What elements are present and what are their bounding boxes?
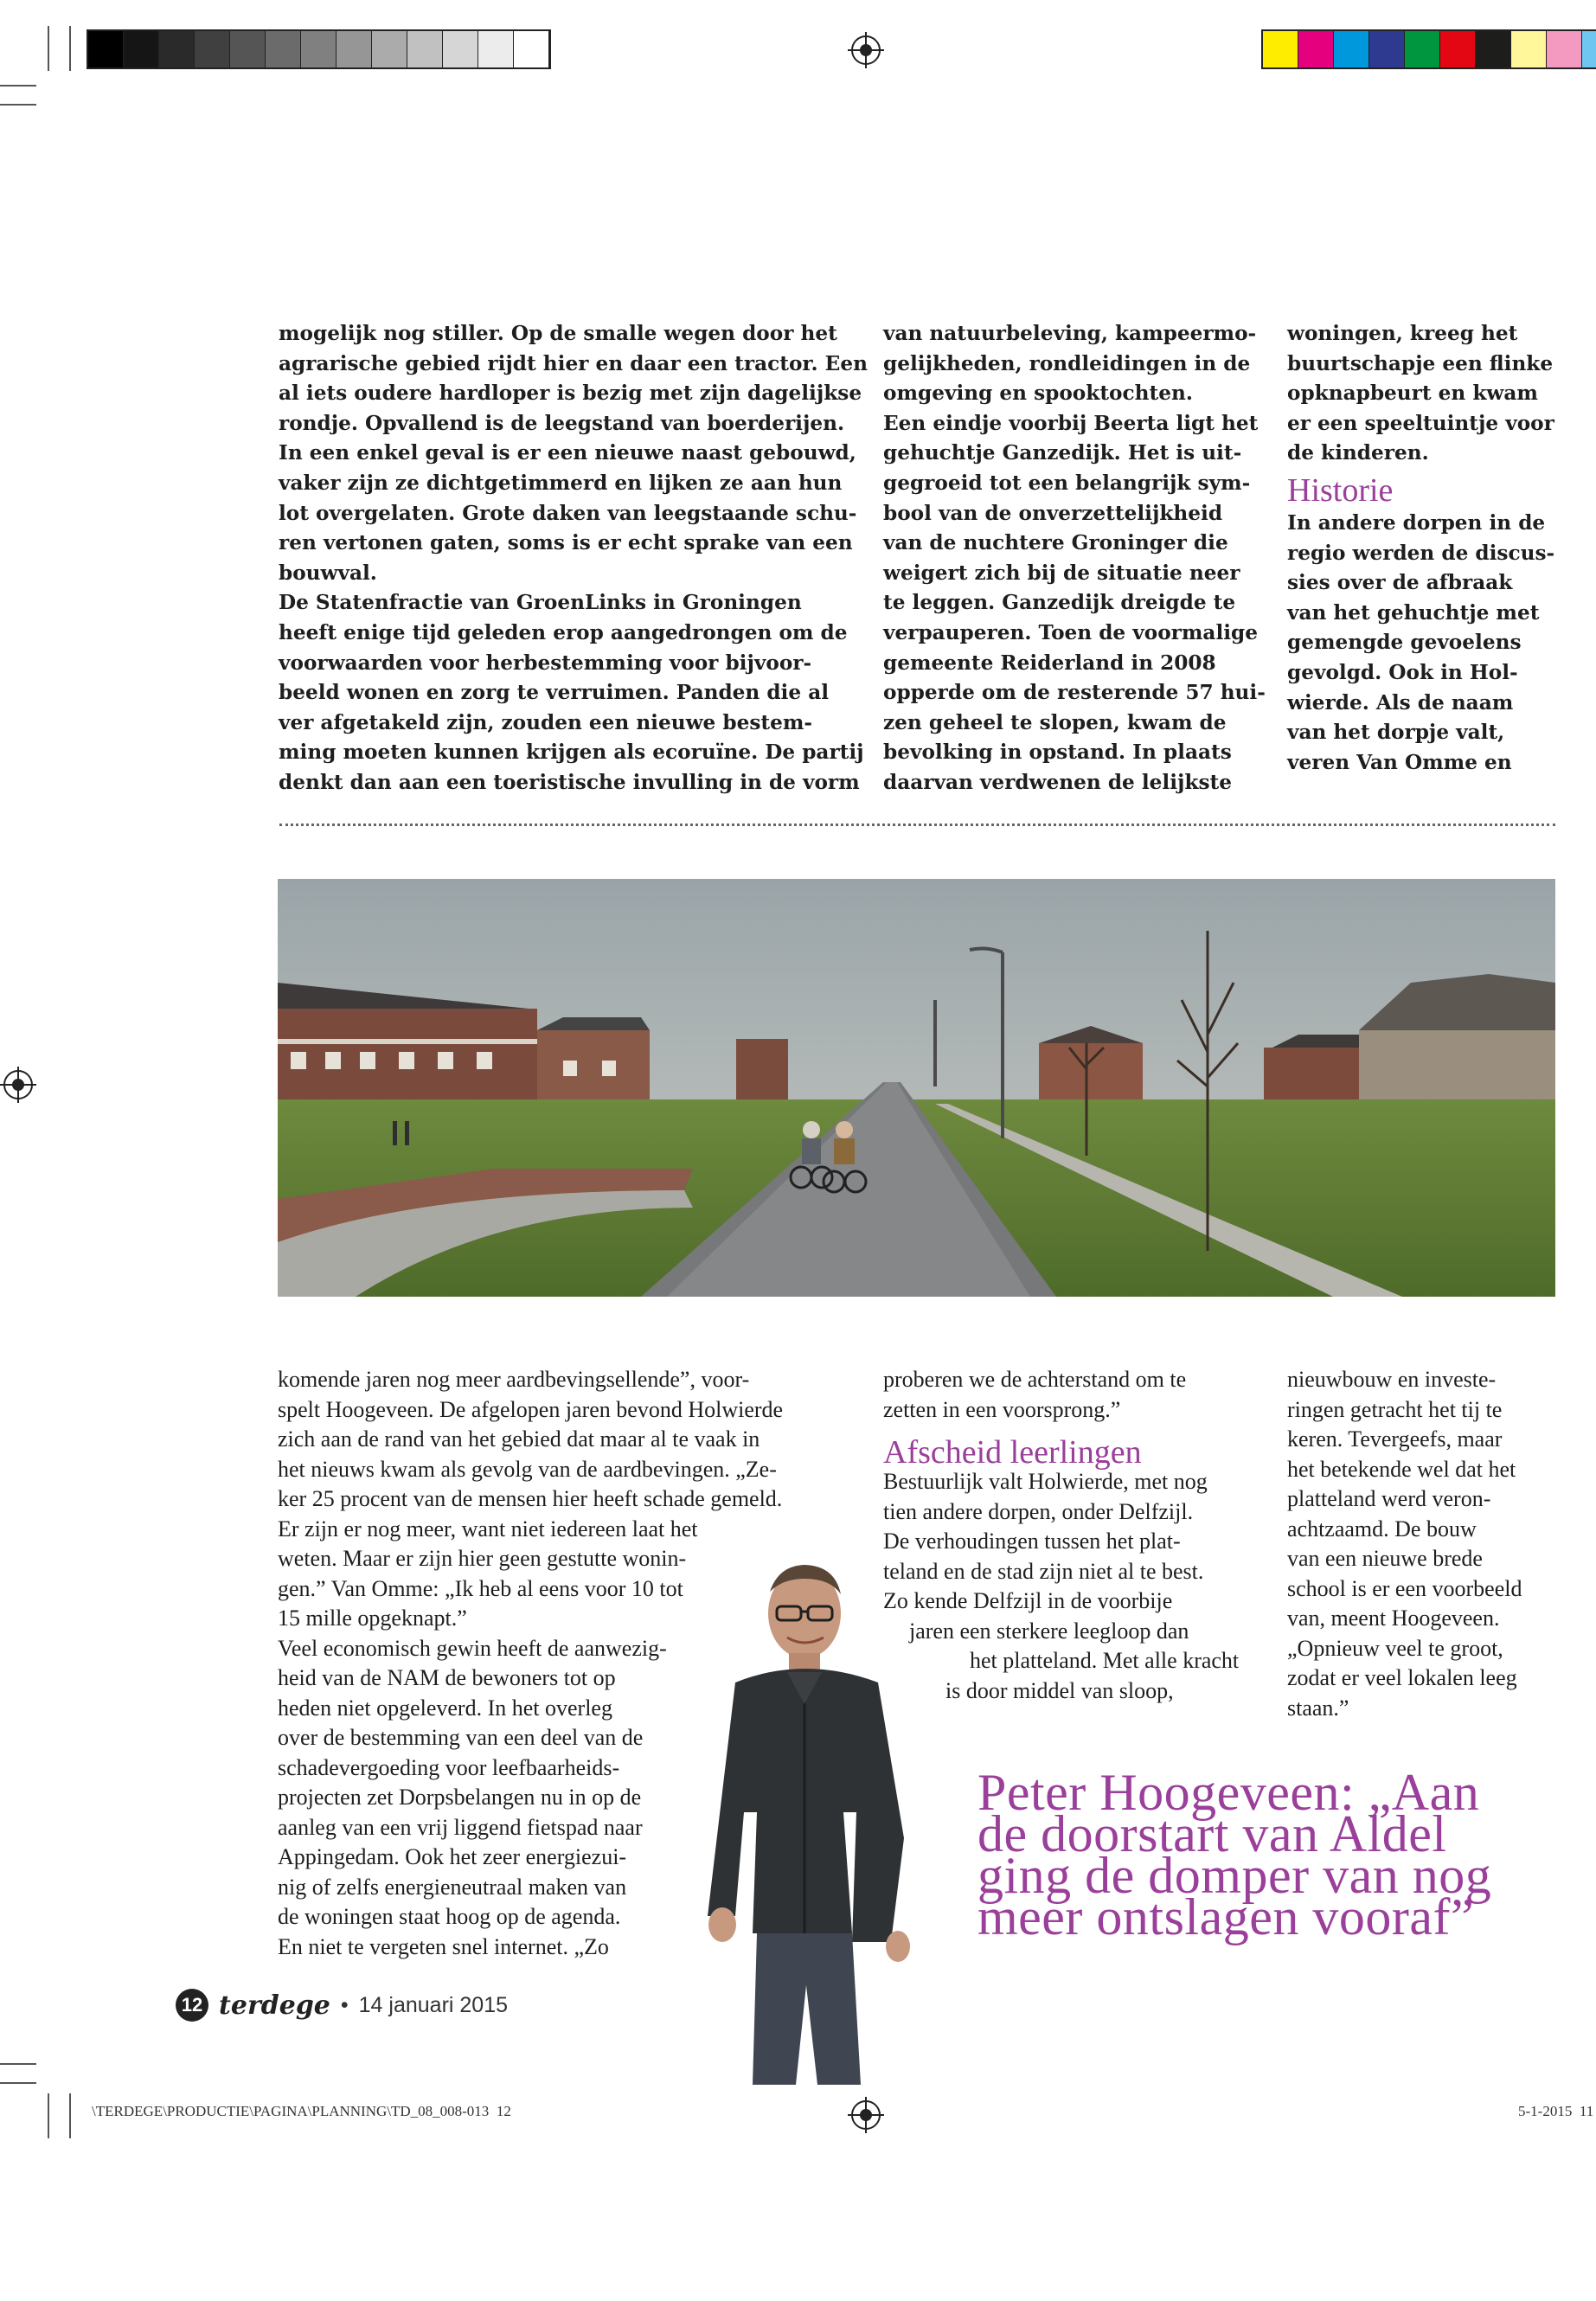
text-line: bouwval. <box>279 561 377 585</box>
text-line: komende jaren nog meer aardbevingsellende”, voor- <box>278 1367 750 1392</box>
color-swatch <box>159 31 195 67</box>
text-line: rondje. Opvallend is de leegstand van boerderijen. <box>279 411 845 435</box>
pull-quote-line: de doorstart van Aldel <box>977 1805 1447 1862</box>
article-column-1 <box>279 319 868 798</box>
text-line: zen geheel te slopen, kwam de <box>883 710 1227 734</box>
crop-mark <box>0 2082 36 2084</box>
text-line: ker 25 procent van de mensen hier heeft schade gemeld. <box>278 1486 783 1511</box>
slug-timestamp: 5-1-2015 11 <box>1518 2103 1594 2119</box>
text-line: De Statenfractie van GroenLinks in Groningen <box>279 591 802 615</box>
crop-mark <box>48 26 49 71</box>
text-line: jaren een sterkere leegloop dan <box>909 1618 1189 1644</box>
text-line: gelijkheden, rondleidingen in de <box>883 351 1251 375</box>
text-line: ringen getracht het tij te <box>1287 1396 1503 1422</box>
text-line: gen.” Van Omme: „Ik heb al eens voor 10 tot <box>278 1575 683 1601</box>
street-photo <box>278 879 1555 1297</box>
color-swatch <box>1511 31 1547 67</box>
color-swatch <box>195 31 230 67</box>
color-swatch <box>1298 31 1334 67</box>
text-line: zodat er veel lokalen leeg <box>1287 1665 1517 1690</box>
text-line: sies over de afbraak <box>1287 571 1513 595</box>
text-line: Bestuurlijk valt Holwierde, met nog <box>883 1469 1208 1494</box>
text-line: zetten in een voorsprong.” <box>883 1396 1121 1422</box>
text-line: gemeente Reiderland in 2008 <box>883 651 1216 675</box>
text-line: De verhoudingen tussen het plat- <box>883 1529 1181 1554</box>
pull-quote-line: ging de domper van nog <box>977 1847 1492 1904</box>
color-swatch <box>1476 31 1511 67</box>
color-swatch <box>1582 31 1596 67</box>
text-line: veren Van Omme en <box>1287 750 1512 774</box>
registration-mark <box>851 35 881 65</box>
text-line: aanleg van een vrij liggend fietspad naar <box>278 1814 643 1840</box>
crop-mark <box>0 2063 36 2065</box>
text-line: tien andere dorpen, onder Delfzijl. <box>883 1498 1194 1524</box>
text-line: verpauperen. Toen de voormalige <box>883 620 1259 644</box>
text-line: heeft enige tijd geleden erop aangedrongen om de <box>279 620 848 644</box>
text-line: Veel economisch gewin heeft de aanwezig- <box>278 1635 667 1661</box>
color-swatch <box>230 31 266 67</box>
text-line: van de nuchtere Groninger die <box>883 531 1228 555</box>
text-line: heid van de NAM de bewoners tot op <box>278 1665 616 1690</box>
text-line: proberen we de achterstand om te <box>883 1367 1187 1392</box>
text-line: gehuchtje Ganzedijk. Het is uit- <box>883 441 1242 465</box>
text-line: agrarische gebied rijdt hier en daar een tractor. Een <box>279 351 868 375</box>
slug-path: \TERDEGE\PRODUCTIE\PAGINA\PLANNING\TD_08_008-013 12 <box>92 2103 511 2119</box>
dotted-divider <box>279 824 1555 826</box>
text-line: het betekende wel dat het <box>1287 1456 1516 1482</box>
text-line: van natuurbeleving, kampeermo- <box>883 322 1257 345</box>
color-swatch <box>1263 31 1298 67</box>
grayscale-color-bar <box>87 29 551 69</box>
text-line: lot overgelaten. Grote daken van leegstaande schu- <box>279 501 857 525</box>
text-line: weigert zich bij de situatie neer <box>883 561 1240 585</box>
text-line: is door middel van sloop, <box>945 1677 1174 1703</box>
color-swatch <box>337 31 372 67</box>
pull-quote-line: meer ontslagen vooraf” <box>977 1888 1475 1945</box>
text-line: In andere dorpen in de <box>1287 510 1546 535</box>
text-line: de kinderen. <box>1287 441 1429 465</box>
text-line: ver afgetakeld zijn, zouden een nieuwe bestem- <box>279 710 813 734</box>
text-line: voorwaarden voor herbestemming voor bijvoor- <box>279 651 812 675</box>
footer-bullet: • <box>340 1992 349 2017</box>
color-swatch <box>1405 31 1440 67</box>
article-column-6 <box>1287 1365 1522 1723</box>
text-line: vaker zijn ze dichtgetimmerd en lijken ze aan hun <box>279 471 843 495</box>
color-swatch <box>1547 31 1582 67</box>
text-line: opknapbeurt en kwam <box>1287 381 1538 406</box>
page-footer <box>176 1988 508 2022</box>
text-line: er een speeltuintje voor <box>1287 411 1554 435</box>
text-line: het nieuws kwam als gevolg van de aardbevingen. „Ze- <box>278 1456 777 1482</box>
text-line: nig of zelfs energieneutraal maken van <box>278 1874 627 1900</box>
crop-mark <box>69 26 71 71</box>
text-line: weten. Maar er zijn hier geen gestutte wonin- <box>278 1546 687 1571</box>
text-line: gegroeid tot een belangrijk sym- <box>883 471 1251 495</box>
text-line: opperde om de resterende 57 hui- <box>883 681 1266 705</box>
text-line: denkt dan aan een toeristische invulling in de vorm <box>279 770 860 794</box>
registration-mark <box>3 1070 33 1099</box>
color-swatch <box>407 31 443 67</box>
text-line: schadevergoeding voor leefbaarheids- <box>278 1754 620 1780</box>
text-line: het platteland. Met alle kracht <box>970 1648 1240 1673</box>
color-swatch <box>1440 31 1476 67</box>
text-line: keren. Tevergeefs, maar <box>1287 1426 1503 1452</box>
text-line: gemengde gevoelens <box>1287 631 1522 655</box>
text-line: over de bestemming van een deel van de <box>278 1725 644 1750</box>
page-number: 12 <box>176 1989 208 2022</box>
article-column-3 <box>1287 319 1554 778</box>
text-line: omgeving en spooktochten. <box>883 381 1193 406</box>
crop-mark <box>69 2093 71 2138</box>
text-line: Zo kende Delfzijl in de voorbije <box>883 1588 1173 1613</box>
color-swatch <box>372 31 407 67</box>
text-line: Appingedam. Ook het zeer energiezui- <box>278 1844 627 1869</box>
issue-date: 14 januari 2015 <box>358 1992 509 2017</box>
text-line: En niet te vergeten snel internet. „Zo <box>278 1933 609 1959</box>
text-line: In een enkel geval is er een nieuwe naast gebouwd, <box>279 441 856 465</box>
text-line: „Opnieuw veel te groot, <box>1287 1635 1503 1661</box>
text-line: bool van de onverzettelijkheid <box>883 501 1223 525</box>
text-line: daarvan verdwenen de lelijkste <box>883 770 1233 794</box>
color-swatch <box>1369 31 1405 67</box>
text-line: projecten zet Dorpsbelangen nu in op de <box>278 1785 642 1810</box>
text-line: van het dorpje valt, <box>1287 721 1505 745</box>
text-line: woningen, kreeg het <box>1287 322 1518 345</box>
text-line: gevolgd. Ook in Hol- <box>1287 660 1518 684</box>
text-line: te leggen. Ganzedijk dreigde te <box>883 591 1236 615</box>
article-column-2 <box>883 319 1266 798</box>
text-line: achtzaamd. De bouw <box>1287 1516 1477 1541</box>
color-swatch <box>1334 31 1369 67</box>
color-swatch <box>443 31 478 67</box>
text-line: al iets oudere hardloper is bezig met zijn dagelijkse <box>279 381 862 406</box>
magazine-logo: terdege <box>219 1990 330 2021</box>
text-line: teland en de stad zijn niet al te best. <box>883 1558 1204 1584</box>
text-line: mogelijk nog stiller. Op de smalle wegen door het <box>279 322 837 345</box>
text-line: 15 mille opgeknapt.” <box>278 1606 467 1631</box>
registration-mark <box>851 2100 881 2130</box>
text-line: zich aan de rand van het gebied dat maar al te vaak in <box>278 1426 760 1452</box>
text-line: de woningen staat hoog op de agenda. <box>278 1904 621 1929</box>
section-heading-historie: Historie <box>1287 471 1394 509</box>
text-line: heden niet opgeleverd. In het overleg <box>278 1695 612 1721</box>
text-line: van het gehuchtje met <box>1287 600 1540 625</box>
color-swatch <box>514 31 549 67</box>
color-swatch <box>478 31 514 67</box>
text-line: bevolking in opstand. In plaats <box>883 740 1232 765</box>
text-line: van, meent Hoogeveen. <box>1287 1606 1500 1631</box>
process-color-bar <box>1261 29 1596 69</box>
text-line: Een eindje voorbij Beerta ligt het <box>883 411 1259 435</box>
text-line: beeld wonen en zorg te verruimen. Panden die al <box>279 681 830 705</box>
pull-quote-line: Peter Hoogeveen: „Aan <box>977 1764 1480 1821</box>
color-swatch <box>124 31 159 67</box>
section-heading-afscheid-leerlingen: Afscheid leerlingen <box>883 1434 1142 1471</box>
pull-quote <box>977 1764 1583 1945</box>
text-line: nieuwbouw en investe- <box>1287 1367 1497 1392</box>
crop-mark <box>48 2093 49 2138</box>
text-line: platteland werd veron- <box>1287 1486 1491 1511</box>
color-swatch <box>301 31 337 67</box>
color-swatch <box>266 31 301 67</box>
text-line: ming moeten kunnen krijgen als ecoruïne. De partij <box>279 740 864 765</box>
text-line: Er zijn er nog meer, want niet iedereen laat het <box>278 1516 698 1541</box>
crop-mark <box>0 104 36 106</box>
portrait-photo <box>701 1553 1008 2085</box>
text-line: spelt Hoogeveen. De afgelopen jaren bevond Holwierde <box>278 1396 784 1422</box>
crop-mark <box>0 85 36 87</box>
text-line: buurtschapje een flinke <box>1287 351 1554 375</box>
color-swatch <box>88 31 124 67</box>
text-line: school is er een voorbeeld <box>1287 1575 1522 1601</box>
text-line: van een nieuwe brede <box>1287 1546 1483 1571</box>
text-line: regio werden de discus- <box>1287 541 1555 565</box>
text-line: ren vertonen gaten, soms is er echt sprake van een <box>279 531 853 555</box>
text-line: wierde. Als de naam <box>1287 690 1514 715</box>
text-line: staan.” <box>1287 1695 1349 1721</box>
